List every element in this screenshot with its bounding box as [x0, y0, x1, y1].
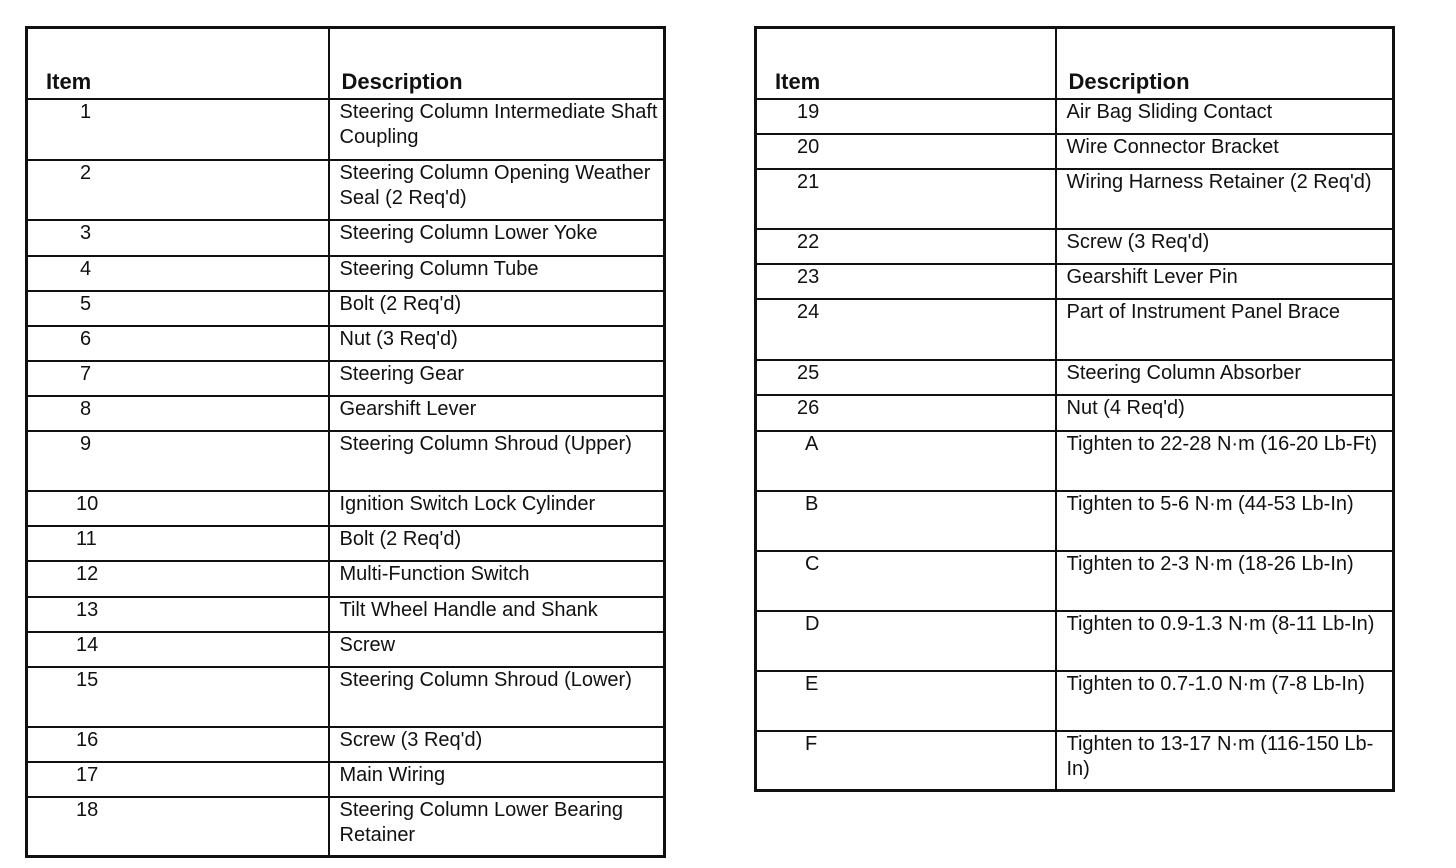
table-row — [756, 671, 1394, 731]
item-number: 19 — [756, 99, 1056, 134]
item-description: Steering Column Intermediate Shaft Coupling — [329, 99, 665, 160]
item-number: 7 — [27, 361, 329, 396]
table-row — [756, 229, 1394, 264]
item-number: 11 — [27, 526, 329, 561]
item-description: Screw (3 Req'd) — [329, 727, 665, 762]
table-row — [27, 431, 665, 491]
item-description: Tighten to 0.9-1.3 N·m (8-11 Lb-In) — [1056, 611, 1394, 671]
table-row — [27, 291, 665, 326]
table-row — [27, 727, 665, 762]
table-row — [27, 396, 665, 431]
item-number: 1 — [27, 99, 329, 160]
item-number: 20 — [756, 134, 1056, 169]
item-column-header: Item — [27, 28, 329, 99]
item-description: Part of Instrument Panel Brace — [1056, 299, 1394, 360]
table-row — [27, 326, 665, 361]
item-number: 17 — [27, 762, 329, 797]
item-description: Tighten to 22-28 N·m (16-20 Lb-Ft) — [1056, 431, 1394, 491]
item-letter: A — [756, 431, 1056, 491]
table-row — [27, 797, 665, 857]
table-row — [756, 491, 1394, 551]
item-number: 9 — [27, 431, 329, 491]
table-row — [27, 256, 665, 291]
description-column-header: Description — [329, 28, 665, 99]
item-number: 4 — [27, 256, 329, 291]
item-description: Ignition Switch Lock Cylinder — [329, 491, 665, 526]
parts-legend-table-left — [25, 26, 666, 858]
table-row — [27, 491, 665, 526]
description-column-header: Description — [1056, 28, 1394, 99]
table-row — [756, 99, 1394, 134]
item-description: Wiring Harness Retainer (2 Req'd) — [1056, 169, 1394, 229]
item-description: Wire Connector Bracket — [1056, 134, 1394, 169]
item-description: Nut (3 Req'd) — [329, 326, 665, 361]
table-row — [756, 551, 1394, 611]
item-description: Tighten to 2-3 N·m (18-26 Lb-In) — [1056, 551, 1394, 611]
table-row — [756, 731, 1394, 791]
item-number: 12 — [27, 561, 329, 597]
item-description: Bolt (2 Req'd) — [329, 526, 665, 561]
table-row — [756, 611, 1394, 671]
item-description: Steering Column Absorber — [1056, 360, 1394, 395]
item-number: 6 — [27, 326, 329, 361]
item-letter: C — [756, 551, 1056, 611]
item-description: Gearshift Lever — [329, 396, 665, 431]
table-header-row — [27, 28, 665, 99]
table-header-row — [756, 28, 1394, 99]
item-description: Multi-Function Switch — [329, 561, 665, 597]
item-description: Steering Column Lower Yoke — [329, 220, 665, 256]
item-description: Screw (3 Req'd) — [1056, 229, 1394, 264]
table-row — [27, 220, 665, 256]
table-row — [756, 169, 1394, 229]
item-description: Steering Column Shroud (Upper) — [329, 431, 665, 491]
item-number: 18 — [27, 797, 329, 857]
table-row — [27, 597, 665, 632]
item-letter: F — [756, 731, 1056, 791]
item-number: 14 — [27, 632, 329, 667]
item-description: Tighten to 13-17 N·m (116-150 Lb-In) — [1056, 731, 1394, 791]
item-number: 10 — [27, 491, 329, 526]
item-description: Tilt Wheel Handle and Shank — [329, 597, 665, 632]
item-column-header: Item — [756, 28, 1056, 99]
table-row — [756, 395, 1394, 431]
table-row — [27, 160, 665, 220]
item-number: 15 — [27, 667, 329, 727]
item-description: Gearshift Lever Pin — [1056, 264, 1394, 299]
item-number: 13 — [27, 597, 329, 632]
table-row — [756, 431, 1394, 491]
item-letter: E — [756, 671, 1056, 731]
item-description: Main Wiring — [329, 762, 665, 797]
item-number: 21 — [756, 169, 1056, 229]
table-row — [27, 99, 665, 160]
item-number: 25 — [756, 360, 1056, 395]
item-description: Air Bag Sliding Contact — [1056, 99, 1394, 134]
item-number: 26 — [756, 395, 1056, 431]
item-description: Steering Gear — [329, 361, 665, 396]
item-description: Steering Column Lower Bearing Retainer — [329, 797, 665, 857]
table-row — [27, 361, 665, 396]
item-description: Bolt (2 Req'd) — [329, 291, 665, 326]
item-description: Screw — [329, 632, 665, 667]
table-row — [27, 561, 665, 597]
parts-legend-table-right — [754, 26, 1395, 792]
table-row — [27, 667, 665, 727]
item-description: Tighten to 5-6 N·m (44-53 Lb-In) — [1056, 491, 1394, 551]
item-number: 16 — [27, 727, 329, 762]
item-letter: B — [756, 491, 1056, 551]
item-number: 24 — [756, 299, 1056, 360]
table-row — [27, 632, 665, 667]
item-number: 2 — [27, 160, 329, 220]
item-number: 22 — [756, 229, 1056, 264]
table-row — [756, 299, 1394, 360]
table-row — [27, 526, 665, 561]
item-description: Steering Column Shroud (Lower) — [329, 667, 665, 727]
item-number: 3 — [27, 220, 329, 256]
item-number: 23 — [756, 264, 1056, 299]
item-description: Nut (4 Req'd) — [1056, 395, 1394, 431]
table-row — [756, 134, 1394, 169]
item-letter: D — [756, 611, 1056, 671]
item-number: 5 — [27, 291, 329, 326]
table-row — [756, 360, 1394, 395]
item-number: 8 — [27, 396, 329, 431]
table-row — [756, 264, 1394, 299]
table-row — [27, 762, 665, 797]
item-description: Tighten to 0.7-1.0 N·m (7-8 Lb-In) — [1056, 671, 1394, 731]
item-description: Steering Column Opening Weather Seal (2 Req'd) — [329, 160, 665, 220]
item-description: Steering Column Tube — [329, 256, 665, 291]
